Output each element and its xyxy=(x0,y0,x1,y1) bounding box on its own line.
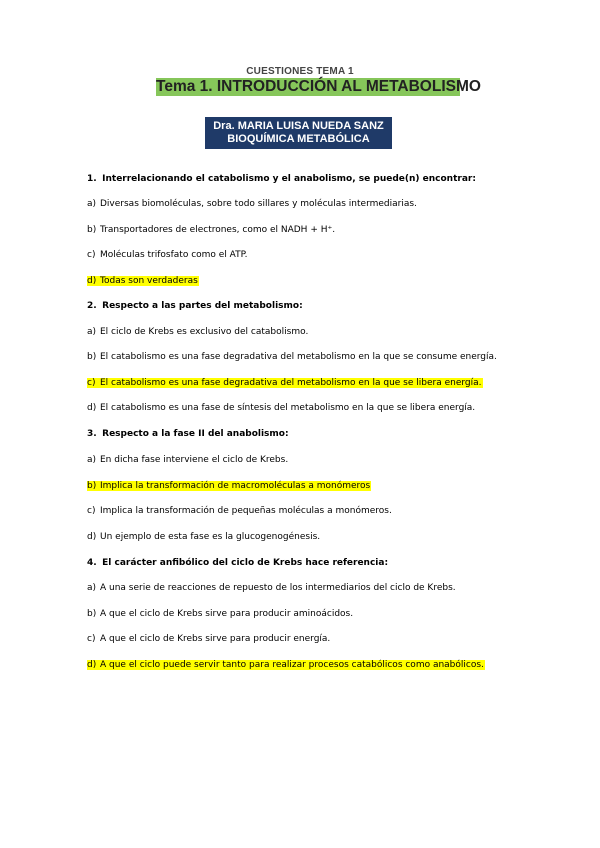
option-text: A que el ciclo puede servir tanto para realizar procesos catabólicos como anabólicos. xyxy=(100,660,484,670)
question-4-option-a xyxy=(87,582,456,594)
question-3-option-b-correct xyxy=(87,480,371,492)
question-2 xyxy=(87,300,303,312)
answer-highlight xyxy=(87,660,485,670)
option-text: Todas son verdaderas xyxy=(100,276,198,286)
question-3-option-a xyxy=(87,454,288,466)
option-text: Implica la transformación de pequeñas moléculas a monómeros. xyxy=(100,506,392,516)
question-1-option-d-correct xyxy=(87,275,199,287)
author-box xyxy=(205,117,392,149)
question-number: 2. xyxy=(87,301,97,311)
option-text: A que el ciclo de Krebs sirve para producir aminoácidos. xyxy=(100,609,354,619)
document-header-ghost: CUESTIONES TEMA 1 xyxy=(246,66,354,77)
option-text: A una serie de reacciones de repuesto de los intermediarios del ciclo de Krebs. xyxy=(100,583,456,593)
title-banner xyxy=(156,78,481,96)
option-text: Transportadores de electrones, como el NADH + H⁺. xyxy=(100,225,336,235)
author-name: Dra. MARIA LUISA NUEDA SANZ xyxy=(213,120,384,132)
question-text: Respecto a la fase II del anabolismo: xyxy=(102,429,289,439)
question-2-option-c-correct xyxy=(87,377,483,389)
option-letter: c) xyxy=(87,250,96,260)
question-2-option-a xyxy=(87,326,308,338)
option-text: Implica la transformación de macromoléculas a monómeros xyxy=(100,481,371,491)
answer-highlight xyxy=(87,481,371,491)
question-1-option-c xyxy=(87,249,248,261)
question-text: Respecto a las partes del metabolismo: xyxy=(102,301,303,311)
question-number: 3. xyxy=(87,429,97,439)
page-title: Tema 1. INTRODUCCIÓN AL METABOLISMO xyxy=(156,78,481,95)
question-text: Interrelacionando el catabolismo y el anabolismo, se puede(n) encontrar: xyxy=(102,174,476,184)
question-2-option-b xyxy=(87,351,497,363)
question-1-option-b xyxy=(87,224,335,236)
question-1 xyxy=(87,173,476,185)
option-text: El ciclo de Krebs es exclusivo del catabolismo. xyxy=(100,327,309,337)
option-letter: a) xyxy=(87,583,97,593)
option-letter: d) xyxy=(87,403,97,413)
question-4-option-c xyxy=(87,633,330,645)
option-letter: a) xyxy=(87,327,97,337)
option-letter: c) xyxy=(87,378,96,388)
option-letter: b) xyxy=(87,352,97,362)
option-text: Diversas biomoléculas, sobre todo sillares y moléculas intermediarias. xyxy=(100,199,417,209)
option-letter: d) xyxy=(87,276,97,286)
option-letter: b) xyxy=(87,481,97,491)
option-letter: c) xyxy=(87,634,96,644)
option-text: Un ejemplo de esta fase es la glucogenogénesis. xyxy=(100,532,321,542)
question-1-option-a xyxy=(87,198,417,210)
question-3-option-d xyxy=(87,531,320,543)
option-letter: a) xyxy=(87,455,97,465)
option-text: El catabolismo es una fase degradativa del metabolismo en la que se consume energía. xyxy=(100,352,497,362)
option-letter: b) xyxy=(87,609,97,619)
option-letter: c) xyxy=(87,506,96,516)
question-4-option-d-correct xyxy=(87,659,485,671)
answer-highlight xyxy=(87,276,199,286)
answer-highlight xyxy=(87,378,483,388)
question-4-option-b xyxy=(87,608,353,620)
question-3-option-c xyxy=(87,505,392,517)
question-3 xyxy=(87,428,289,440)
option-letter: d) xyxy=(87,660,97,670)
option-text: A que el ciclo de Krebs sirve para producir energía. xyxy=(100,634,331,644)
option-letter: d) xyxy=(87,532,97,542)
question-number: 1. xyxy=(87,174,97,184)
option-text: El catabolismo es una fase de síntesis del metabolismo en la que se libera energía. xyxy=(100,403,476,413)
subject-name: BIOQUÍMICA METABÓLICA xyxy=(227,133,370,145)
option-text: En dicha fase interviene el ciclo de Krebs. xyxy=(100,455,289,465)
option-text: El catabolismo es una fase degradativa del metabolismo en la que se libera energía. xyxy=(100,378,482,388)
question-text: El carácter anfibólico del ciclo de Krebs hace referencia: xyxy=(102,558,389,568)
question-number: 4. xyxy=(87,558,97,568)
question-4 xyxy=(87,557,388,569)
question-2-option-d xyxy=(87,402,475,414)
option-text: Moléculas trifosfato como el ATP. xyxy=(100,250,248,260)
option-letter: b) xyxy=(87,225,97,235)
option-letter: a) xyxy=(87,199,97,209)
